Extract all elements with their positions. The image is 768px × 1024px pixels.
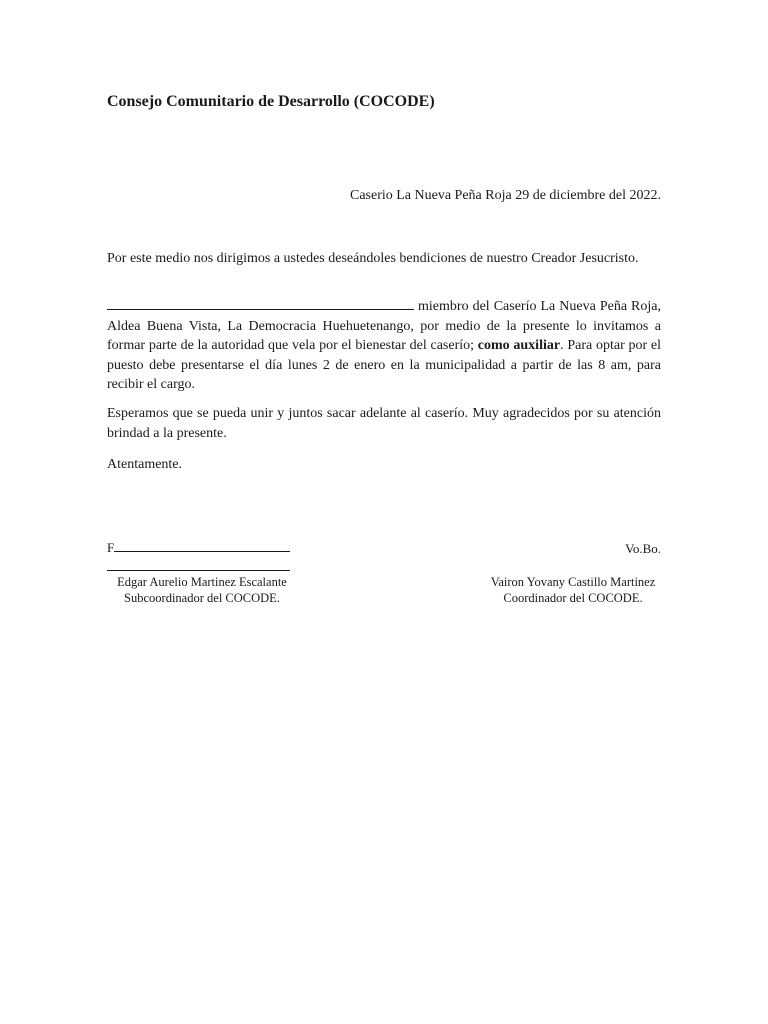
- document-title: Consejo Comunitario de Desarrollo (COCODE): [107, 93, 435, 110]
- signatory-right: [478, 574, 668, 606]
- greeting-paragraph: Por este medio nos dirigimos a ustedes deseándoles bendiciones de nuestro Creador Jesucristo.: [107, 251, 639, 266]
- role-bold-text: como auxiliar: [477, 338, 561, 353]
- signatory-right-role: Coordinador del COCODE.: [503, 591, 643, 605]
- invitation-text: miembro del Caserío La Nueva Peña Roja, Aldea Buena Vista, La Democracia Huehuetenango, por medio de la presente lo invitamos a formar parte de la autoridad que vela por el bienestar del caserío;: [107, 299, 661, 353]
- signature-underline: [107, 570, 290, 571]
- signatory-left-name: Edgar Aurelio Martinez Escalante: [117, 575, 287, 589]
- name-blank-line: [107, 297, 414, 310]
- invitation-paragraph: [107, 297, 661, 395]
- signature-line: [114, 540, 290, 552]
- invitation-text-end: . Para optar por el puesto debe presentarse el día lunes 2 de enero en la municipalidad a partir de las 8 am, para recibir el cargo.: [107, 338, 662, 392]
- signatory-left: [107, 574, 297, 606]
- closing-text: Atentamente.: [107, 457, 183, 472]
- signatory-left-role: Subcoordinador del COCODE.: [124, 591, 280, 605]
- date-line: Caserio La Nueva Peña Roja 29 de diciembre del 2022.: [349, 188, 661, 203]
- vobo-label: Vo.Bo.: [625, 541, 661, 556]
- signature-prefix: F: [107, 540, 115, 555]
- signatory-right-name: Vairon Yovany Castillo Martinez: [490, 575, 656, 589]
- signature-field-left: [107, 540, 290, 556]
- thanks-paragraph: Esperamos que se pueda unir y juntos sacar adelante al caserío. Muy agradecidos por su atención brindad a la presente.: [107, 406, 661, 441]
